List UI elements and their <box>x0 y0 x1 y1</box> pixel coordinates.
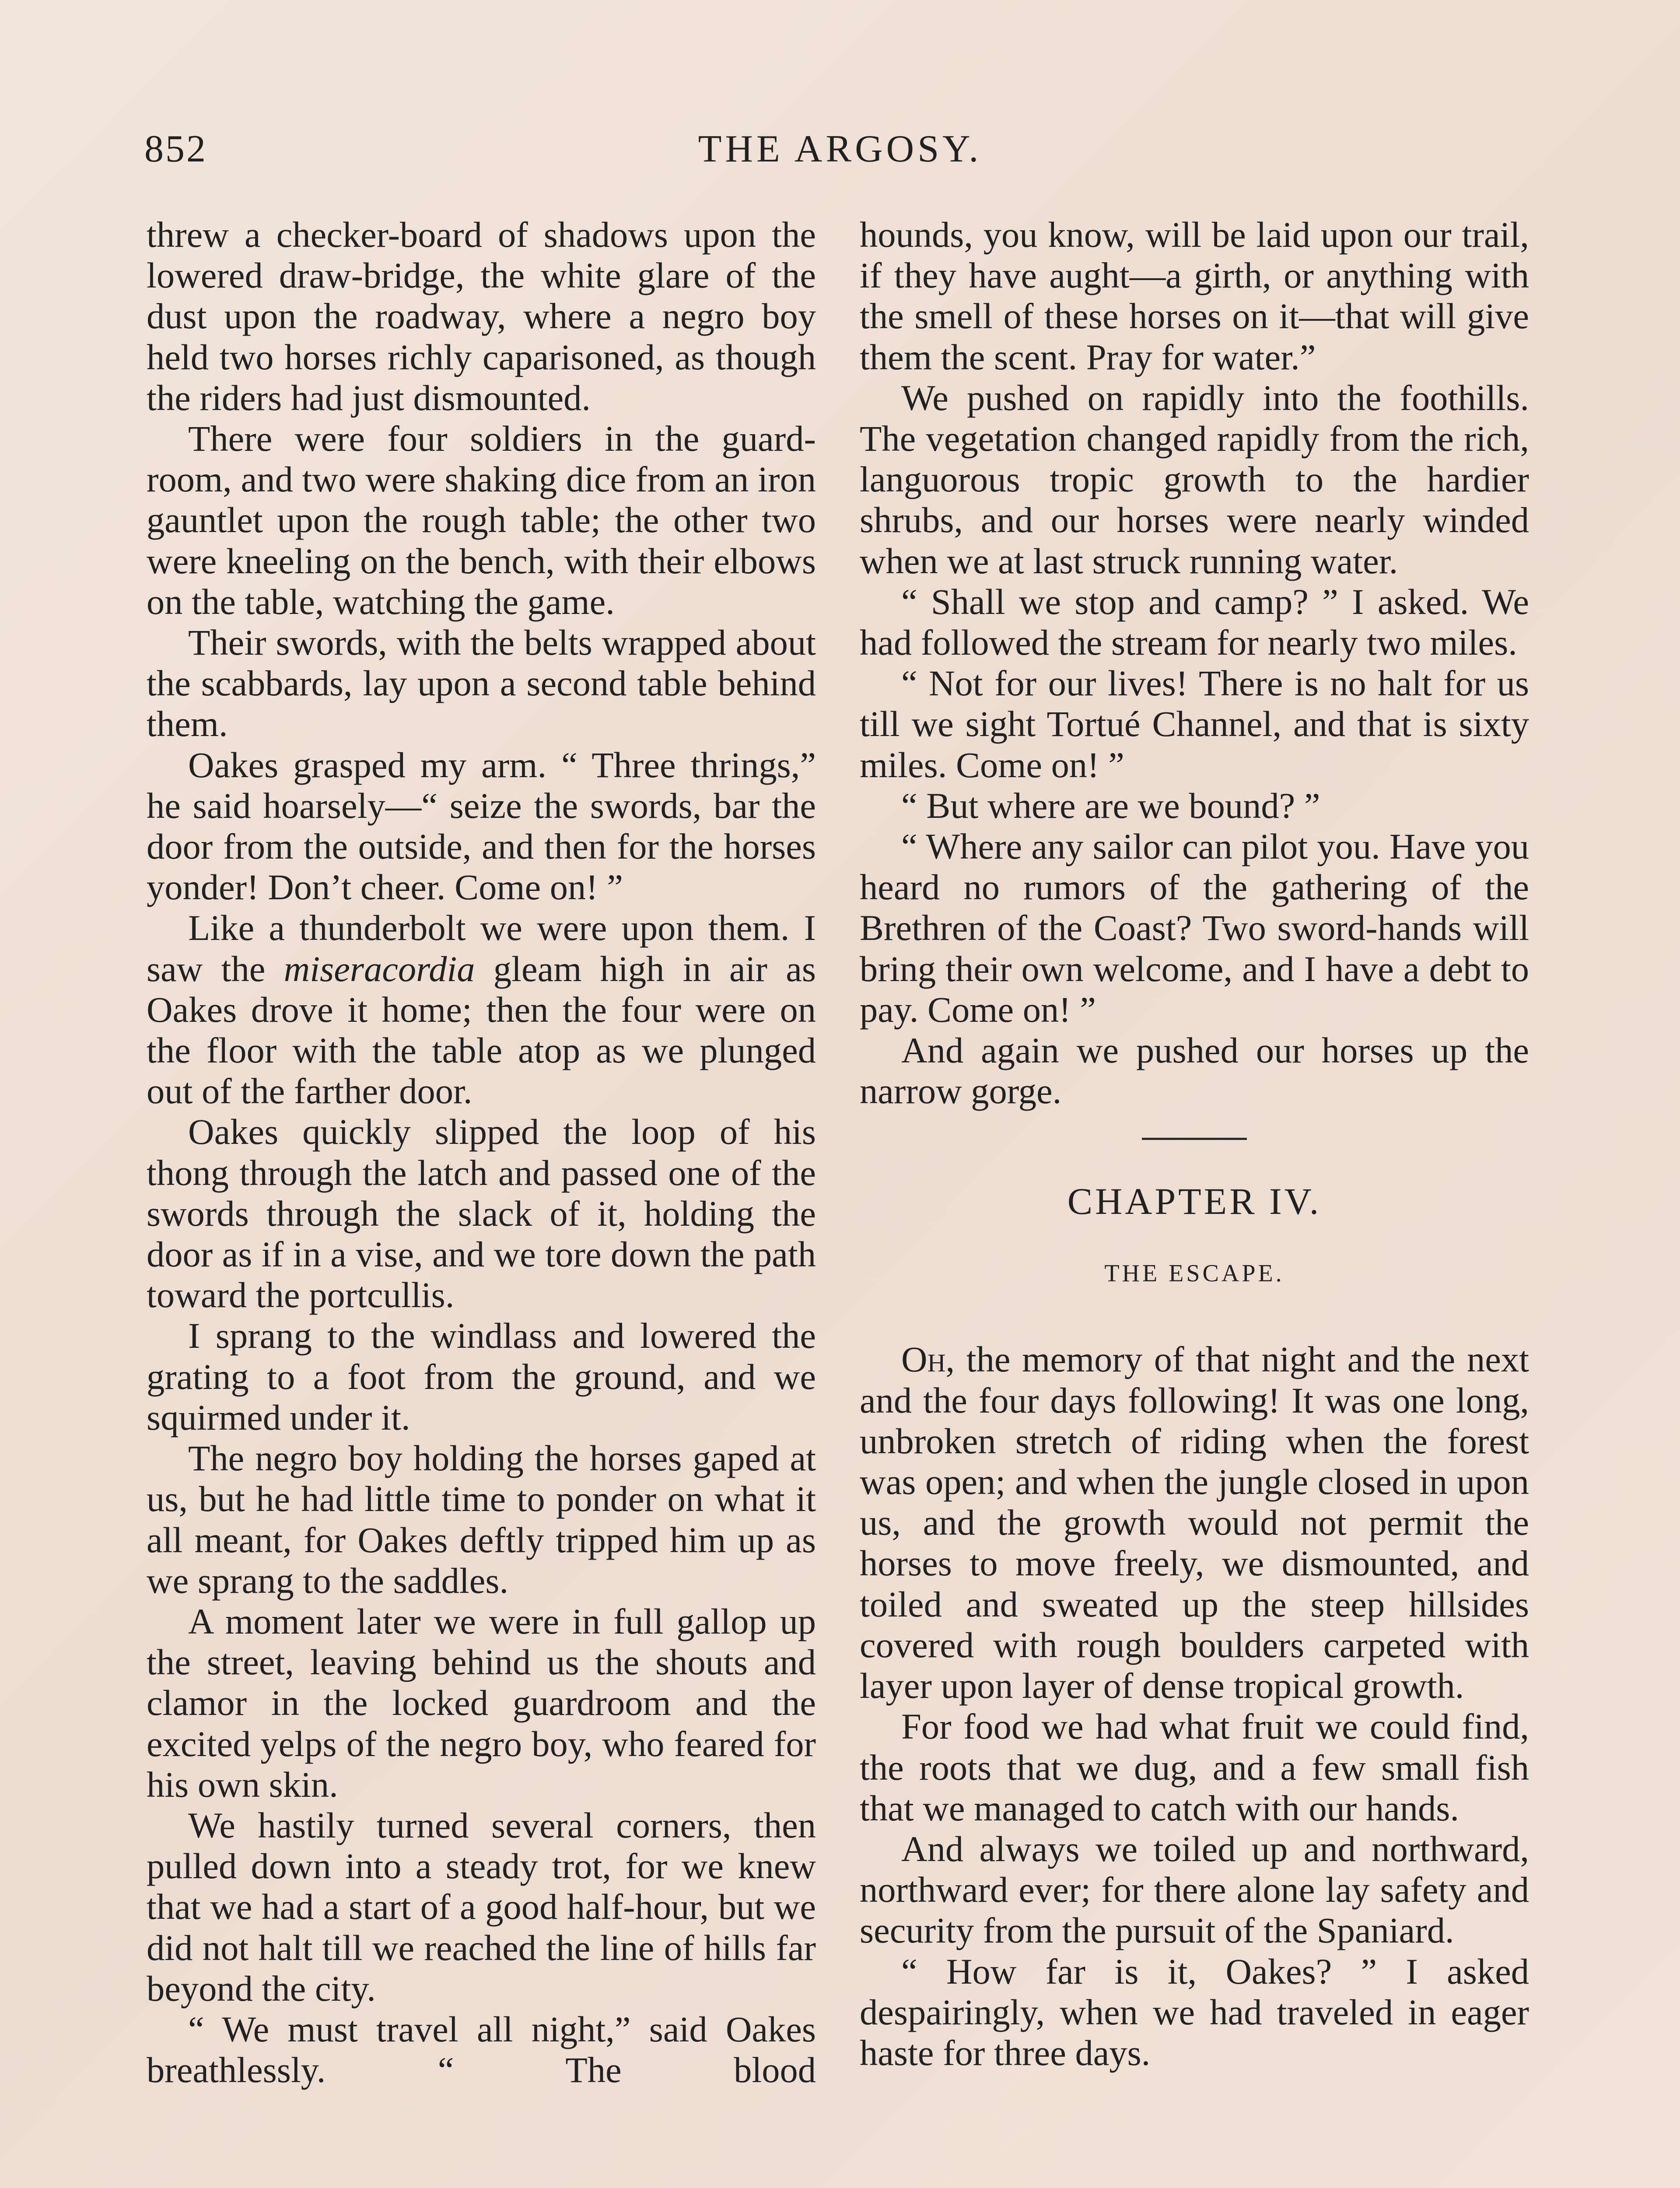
paragraph: Their swords, with the belts wrapped about the scabbards, lay upon a second table behind them. <box>147 622 816 744</box>
paragraph: For food we had what fruit we could find, the roots that we dug, and a few small fish that we managed to catch with our hands. <box>860 1706 1529 1828</box>
paragraph: The negro boy holding the horses gaped at us, but he had little time to ponder on what it all meant, for Oakes deftly tripped him up as we sprang to the saddles. <box>147 1438 816 1601</box>
paragraph-text: gleam high in air as Oakes drove it home; then the four were on the floor with the table atop as we plunged out of the farther door. <box>147 948 816 1112</box>
paragraph: I sprang to the windlass and lowered the grating to a foot from the ground, and we squirmed under it. <box>147 1315 816 1438</box>
paragraph: There were four soldiers in the guard-room, and two were shaking dice from an iron gauntlet upon the rough table; the other two were kneeling on the bench, with their elbows on the table, watching the game. <box>147 418 816 622</box>
paragraph: Oakes quickly slipped the loop of his thong through the latch and passed one of the swords through the slack of it, holding the door as if in a vise, and we tore down the path toward the portcullis. <box>147 1112 816 1315</box>
journal-title: THE ARGOSY. <box>698 128 982 170</box>
chapter-heading: CHAPTER IV. <box>1067 1180 1322 1223</box>
opening-paragraph <box>860 1339 1529 1706</box>
chapter-subtitle: THE ESCAPE. <box>1104 1260 1284 1287</box>
paragraph: threw a checker-board of shadows upon the lowered draw-bridge, the white glare of the dust upon the roadway, where a negro boy held two horses richly caparisoned, as though the riders had just dismounted. <box>147 214 816 418</box>
paragraph: “ We must travel all night,” said Oakes breathlessly. “ The blood <box>147 2009 816 2090</box>
paragraph: We pushed on rapidly into the foothills. The vegetation changed rapidly from the rich, languorous tropic growth to the hardier shrubs, and our horses were nearly winded when we at last struck running water. <box>860 377 1529 581</box>
paragraph: “ Where any sailor can pilot you. Have you heard no rumors of the gathering of the Brethren of the Coast? Two sword-hands will bring their own welcome, and I have a debt to pay. Come on! ” <box>860 826 1529 1030</box>
paragraph: “ But where are we bound? ” <box>901 785 1320 826</box>
paragraph: “ How far is it, Oakes? ” I asked despairingly, when we had traveled in eager haste for three days. <box>860 1951 1529 2073</box>
paragraph: A moment later we were in full gallop up the street, leaving behind us the shouts and clamor in the locked guardroom and the excited yelps of the negro boy, who feared for his own skin. <box>147 1601 816 1805</box>
paragraph: And again we pushed our horses up the narrow gorge. <box>860 1030 1529 1112</box>
paragraph-text: the memory of that night and the next and the four days following! It was one long, unbroken stretch of riding when the forest was open; and when the jungle closed in upon us, and the growth would not permit the horses to move freely, we dismounted, and toiled and sweated up the steep hillsides covered with rough boulders carpeted with layer upon layer of dense tropical growth. <box>860 1339 1529 1706</box>
section-divider <box>1142 1138 1247 1140</box>
running-head <box>144 127 1536 179</box>
paragraph: And always we toiled up and northward, northward ever; for there alone lay safety and security from the pursuit of the Spaniard. <box>860 1828 1529 1951</box>
paragraph-text: Like a thunderbolt we were upon them. I saw the <box>147 908 816 989</box>
paragraph: We hastily turned several corners, then pulled down into a steady trot, for we knew that we had a start of a good half-hour, but we did not halt till we reached the line of hills far beyond the city. <box>147 1805 816 2009</box>
left-column <box>147 214 816 2090</box>
paragraph: Oakes grasped my arm. “ Three thrings,” he said hoarsely—“ seize the swords, bar the door from the outside, and then for the horses yonder! Don’t cheer. Come on! ” <box>147 744 816 908</box>
right-column <box>860 214 1529 2073</box>
italic-word: miseracordia <box>284 948 475 989</box>
paragraph: “ Shall we stop and camp? ” I asked. We had followed the stream for nearly two miles. <box>860 581 1529 663</box>
paragraph: hounds, you know, will be laid upon our trail, if they have aught—a girth, or anything with the smell of these horses on it—that will give them the scent. Pray for water.” <box>860 214 1529 377</box>
paragraph: “ Not for our lives! There is no halt for us till we sight Tortué Channel, and that is sixty miles. Come on! ” <box>860 663 1529 785</box>
paragraph <box>147 908 816 1112</box>
page-number: 852 <box>144 128 207 170</box>
opening-word: Oh, <box>901 1339 955 1380</box>
